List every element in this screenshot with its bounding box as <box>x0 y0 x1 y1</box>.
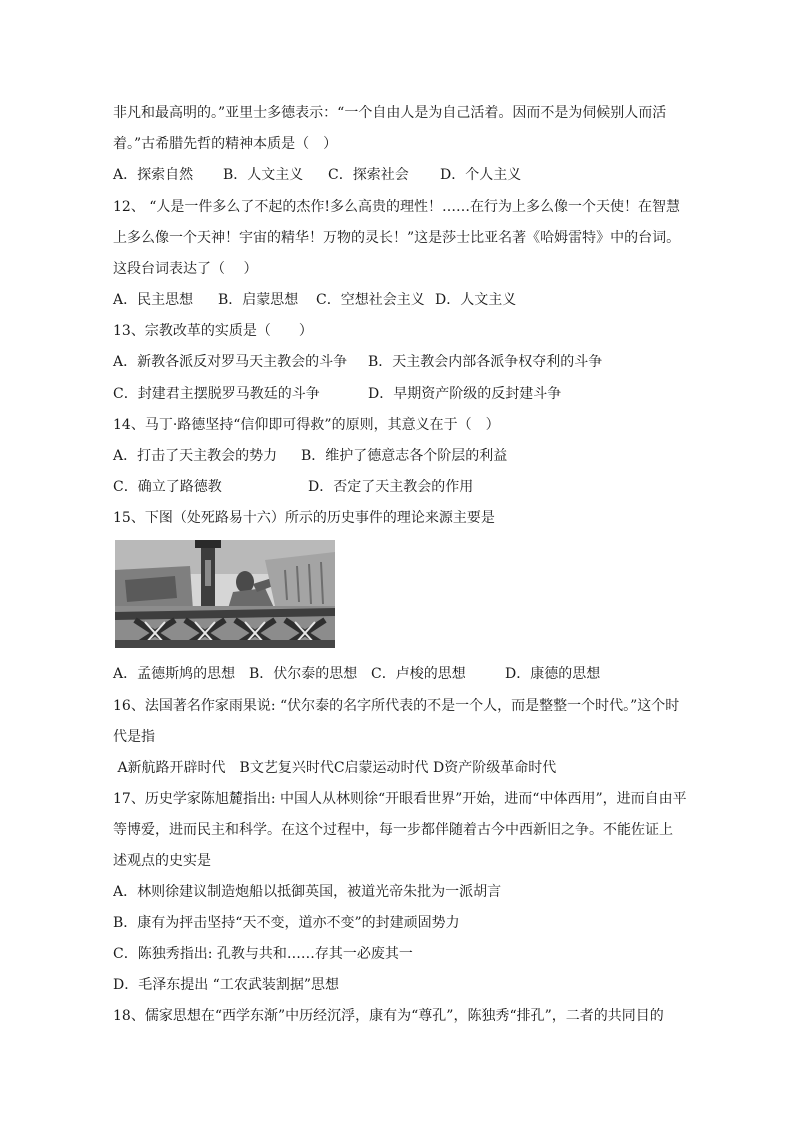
q17-text-line-2: 等博爱，进而民主和科学。在这个过程中，每一步都伴随着古今中西新旧之争。不能佐证上 <box>113 822 673 838</box>
q12-option-d: D．人文主义 <box>435 292 517 308</box>
q14-option-c: C．确立了路德教 <box>113 479 222 495</box>
q13-text: 13、宗教改革的实质是（ ） <box>113 323 313 339</box>
q14-option-d: D．否定了天主教会的作用 <box>308 479 474 495</box>
q15-text: 15、下图（处死路易十六）所示的历史事件的理论来源主要是 <box>113 510 495 526</box>
q14-option-a: A．打击了天主教会的势力 <box>113 448 278 464</box>
q15-option-d: D．康德的思想 <box>505 666 601 682</box>
q16-options: A新航路开辟时代 B文艺复兴时代C启蒙运动时代 D资产阶级革命时代 <box>113 760 557 776</box>
q16-text-line-1: 16、法国著名作家雨果说: “伏尔泰的名字所代表的不是一个人，而是整整一个时代。”这个时 <box>113 698 680 714</box>
q11-option-a: A．探索自然 <box>113 167 194 183</box>
q14-text: 14、马丁·路德坚持“信仰即可得救”的原则，其意义在于（ ） <box>113 417 500 433</box>
q17-text-line-3: 述观点的史实是 <box>113 853 211 869</box>
q17-text-line-1: 17、历史学家陈旭麓指出: 中国人从林则徐“开眼看世界”开始，进而“中体西用”，进而自由平 <box>113 791 687 807</box>
q11-option-b: B．人文主义 <box>223 167 304 183</box>
q16-text-line-2: 代是指 <box>113 729 155 745</box>
q11-text-line-2: 着。”古希腊先哲的精神本质是（ ） <box>113 136 338 152</box>
q17-option-c: C．陈独秀指出: 孔教与共和……存其一必废其一 <box>113 946 413 962</box>
q12-option-b: B．启蒙思想 <box>218 292 299 308</box>
q12-option-a: A．民主思想 <box>113 292 194 308</box>
q13-option-d: D．早期资产阶级的反封建斗争 <box>368 386 562 402</box>
q14-option-b: B．维护了德意志各个阶层的利益 <box>301 448 508 464</box>
q17-option-a: A．林则徐建议制造炮船以抵御英国，被道光帝朱批为一派胡言 <box>113 884 502 900</box>
q12-text-line-3: 这段台词表达了（ ） <box>113 261 258 277</box>
q17-option-b: B．康有为抨击坚持“天不变，道亦不变”的封建顽固势力 <box>113 915 460 931</box>
q15-option-c: C．卢梭的思想 <box>371 666 466 682</box>
q11-option-c: C．探索社会 <box>328 167 409 183</box>
q17-option-d: D．毛泽东提出 “工农武装割据”思想 <box>113 977 339 993</box>
q12-text-line-1: 12、 “人是一件多么了不起的杰作!多么高贵的理性！……在行为上多么像一个天使！在智慧 <box>113 199 681 215</box>
q12-text-line-2: 上多么像一个天神！宇宙的精华！万物的灵长！”这是莎士比亚名著《哈姆雷特》中的台词。 <box>113 230 681 246</box>
q18-text-line-1: 18、儒家思想在“西学东渐”中历经沉浮，康有为“尊孔”，陈独秀“排孔”，二者的共同目的 <box>113 1008 664 1024</box>
q15-option-b: B．伏尔泰的思想 <box>249 666 358 682</box>
q13-option-b: B．天主教会内部各派争权夺利的斗争 <box>368 354 603 370</box>
q13-option-a: A．新教各派反对罗马天主教会的斗争 <box>113 354 348 370</box>
execution-of-louis-xvi-image <box>115 540 335 648</box>
q15-option-a: A．孟德斯鸠的思想 <box>113 666 236 682</box>
q11-option-d: D．个人主义 <box>440 167 522 183</box>
q11-text-line-1: 非凡和最高明的。”亚里士多德表示：“一个自由人是为自己活着。因而不是为伺候别人而活 <box>113 105 667 121</box>
q12-option-c: C．空想社会主义 <box>316 292 425 308</box>
engraving-illustration <box>115 540 335 648</box>
q13-option-c: C．封建君主摆脱罗马教廷的斗争 <box>113 386 320 402</box>
